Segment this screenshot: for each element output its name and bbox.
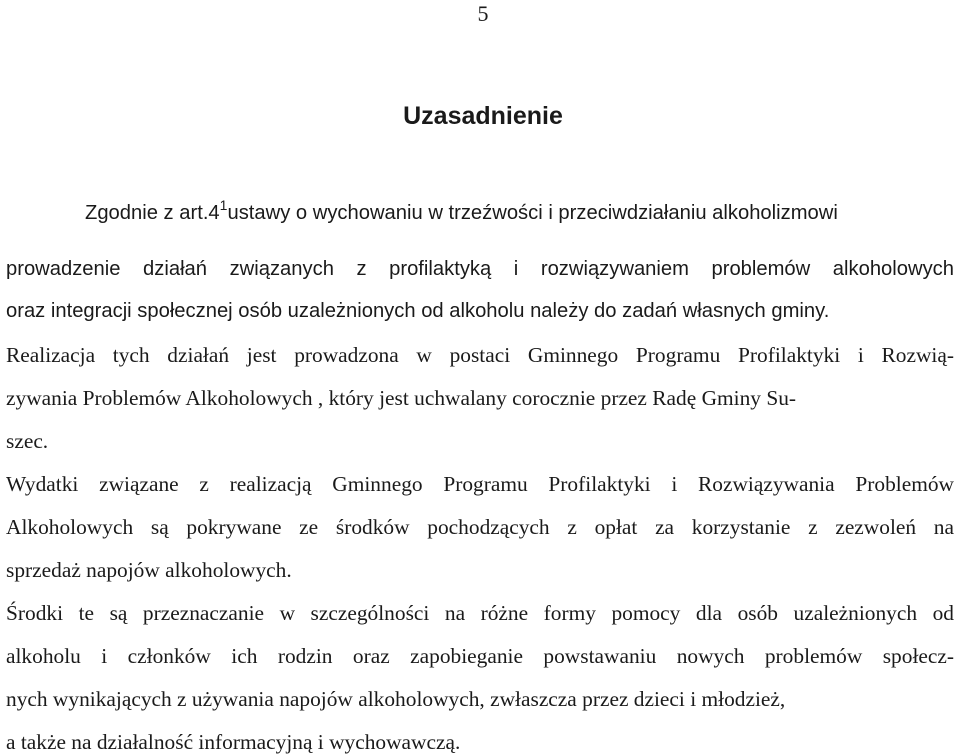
paragraph-3-line-3: sprzedaż napojów alkoholowych. bbox=[6, 558, 292, 582]
page-number: 5 bbox=[477, 1, 489, 26]
paragraph-1-line-2: prowadzenie działań związanych z profilaktyką i rozwiązywaniem problemów alkoholowych bbox=[6, 258, 954, 280]
paragraph-1-line-1-end: ustawy o wychowaniu w trzeźwości i przeciwdziałaniu alkoholizmowi bbox=[227, 202, 838, 224]
paragraph-4-line-2: alkoholu i członków ich rodzin oraz zapobieganie powstawaniu nowych problemów społecz- bbox=[6, 644, 954, 668]
paragraph-2-line-3: szec. bbox=[6, 429, 49, 453]
document-title: Uzasadnienie bbox=[403, 102, 563, 130]
paragraph-1-line-1-start: Zgodnie z art.4 bbox=[85, 202, 220, 224]
paragraph-4-line-3: nych wynikających z używania napojów alkoholowych, zwłaszcza przez dzieci i młodzież, bbox=[6, 687, 786, 711]
paragraph-4-line-4: a także na działalność informacyjną i wychowawczą. bbox=[6, 730, 461, 754]
paragraph-4-line-1: Środki te są przeznaczanie w szczególności na różne formy pomocy dla osób uzależnionych od bbox=[6, 601, 954, 625]
paragraph-3-line-1: Wydatki związane z realizacją Gminnego Programu Profilaktyki i Rozwiązywania Problemów bbox=[6, 472, 954, 496]
paragraph-2-line-2: zywania Problemów Alkoholowych , który jest uchwalany corocznie przez Radę Gminy Su- bbox=[6, 386, 797, 410]
paragraph-2-line-1: Realizacja tych działań jest prowadzona w postaci Gminnego Programu Profilaktyki i Rozwią- bbox=[6, 343, 954, 367]
article-superscript: 1 bbox=[219, 197, 228, 213]
paragraph-3-line-2: Alkoholowych są pokrywane ze środków pochodzących z opłat za korzystanie z zezwoleń na bbox=[6, 515, 954, 539]
paragraph-1-line-3: oraz integracji społecznej osób uzależnionych od alkoholu należy do zadań własnych gminy. bbox=[6, 300, 830, 322]
paragraph-1-line-1 bbox=[85, 199, 838, 227]
